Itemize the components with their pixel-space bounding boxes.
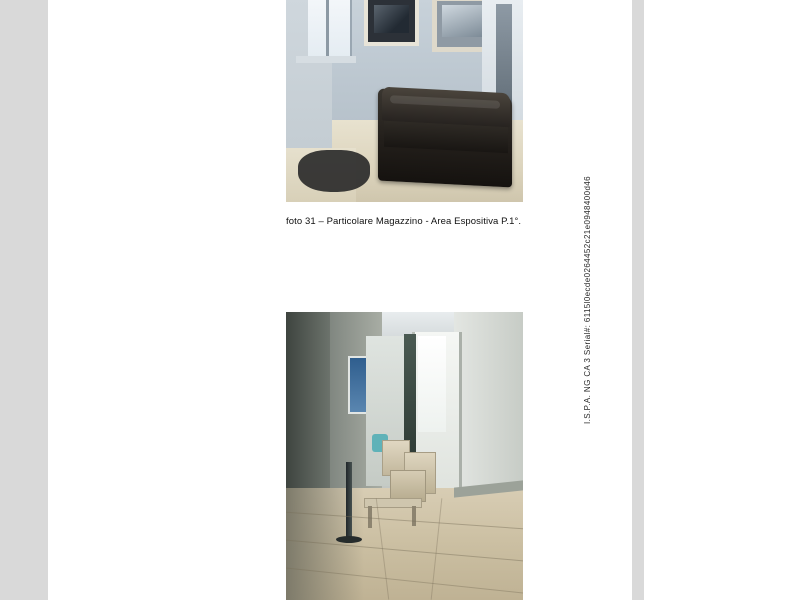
photo-31-image: [286, 0, 523, 202]
photo-31-dark-rug: [298, 150, 370, 192]
photo-32-image: [286, 312, 523, 600]
photo-31-framed-picture-right-inner: [442, 5, 482, 37]
document-page-right-edge: [644, 0, 800, 600]
photo-31-window-mullion: [326, 0, 329, 58]
photo-31-framed-picture-left-inner: [374, 5, 409, 33]
photo-31-window-sill: [296, 56, 356, 63]
photo-31-caption: foto 31 – Particolare Magazzino - Area Espositiva P.1°.: [286, 216, 522, 227]
photo-31-window: [308, 0, 352, 60]
photo-32-daylight-opening: [418, 336, 446, 432]
photo-32-floor-pole: [346, 462, 352, 540]
photo-32-table-leg-right: [412, 506, 416, 526]
photo-31-framed-picture-left: [364, 0, 419, 46]
margin-serial-code: I.S.P.A. NG CA 3 Serial#: 6115l0ecde0264452c21e0948400d46: [583, 175, 592, 425]
photo-32-floor-pole-base: [336, 536, 362, 543]
